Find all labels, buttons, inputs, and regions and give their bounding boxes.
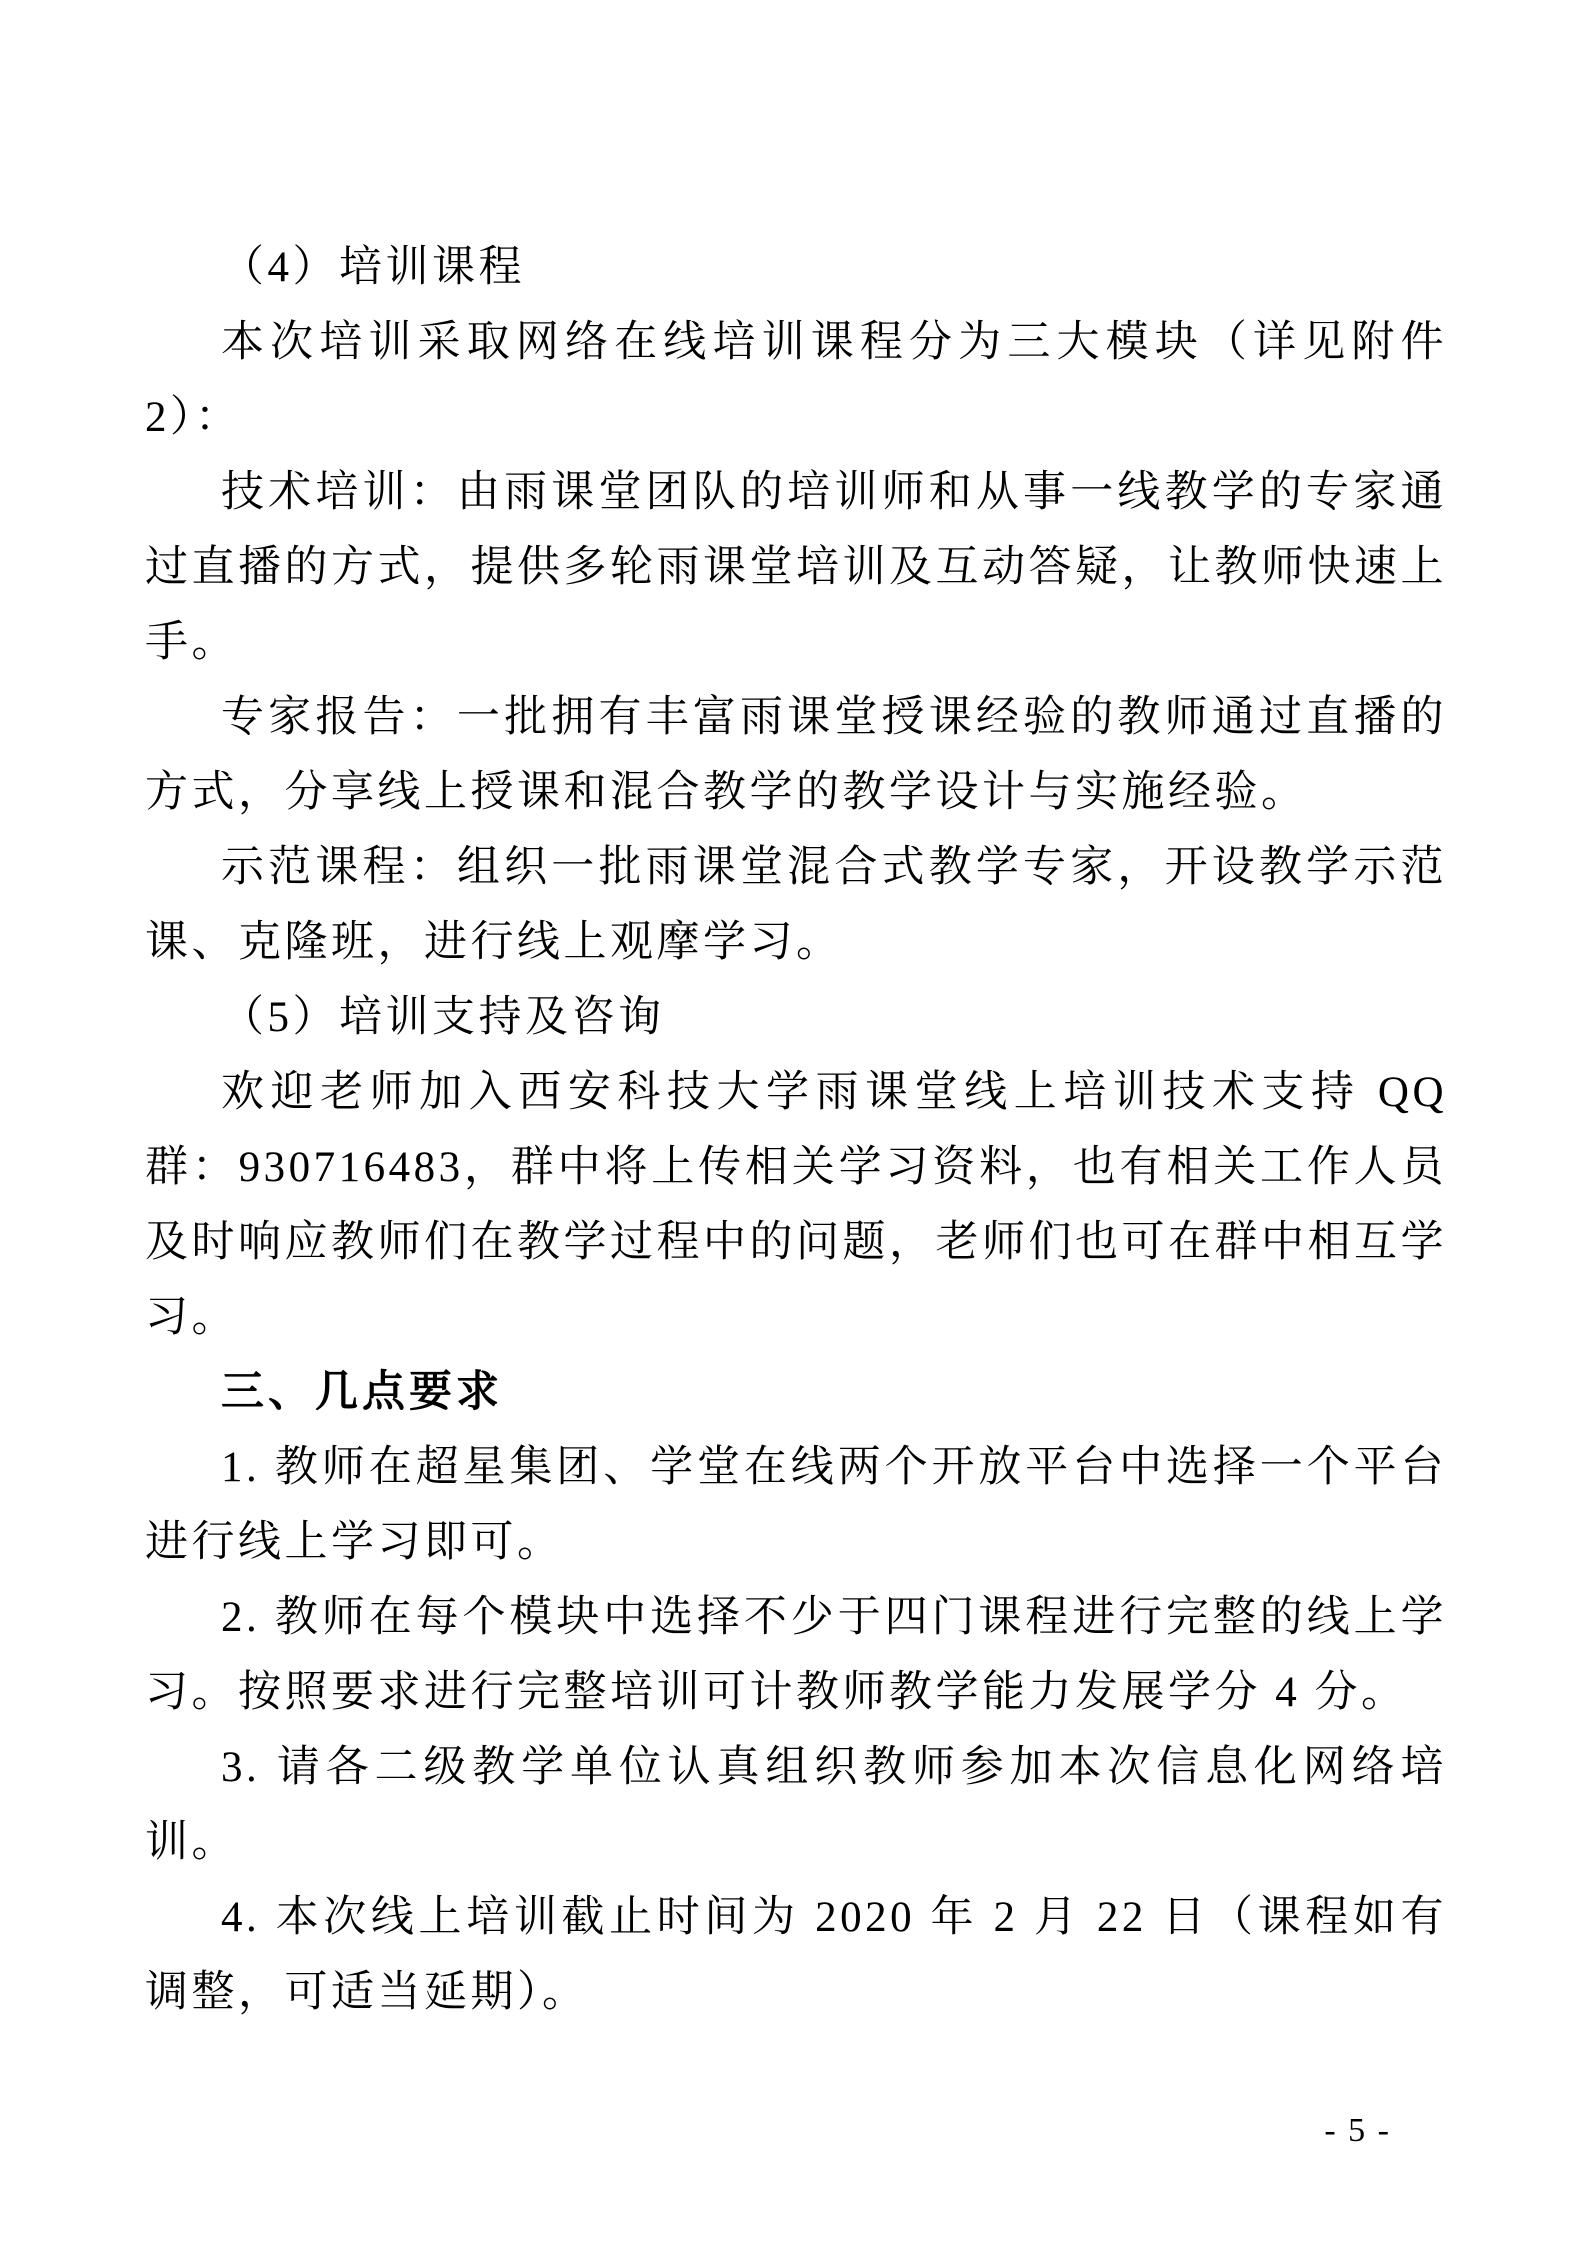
paragraph: 1. 教师在超星集团、学堂在线两个开放平台中选择一个平台进行线上学习即可。: [145, 1444, 1447, 1566]
page-number: - 5 -: [1324, 2112, 1391, 2149]
section-heading: 三、几点要求: [221, 1368, 503, 1416]
document-body: [145, 230, 1447, 2030]
paragraph: 3. 请各二级教学单位认真组织教师参加本次信息化网络培训。: [145, 1744, 1447, 1866]
paragraph: 技术培训：由雨课堂团队的培训师和从事一线教学的专家通过直播的方式，提供多轮雨课堂培训及互动答疑，让教师快速上手。: [145, 469, 1447, 666]
paragraph: 欢迎老师加入西安科技大学雨课堂线上培训技术支持 QQ 群：930716483，群中将上传相关学习资料，也有相关工作人员及时响应教师们在教学过程中的问题，老师们也可在群中相互学习。: [145, 1069, 1447, 1341]
paragraph: 2. 教师在每个模块中选择不少于四门课程进行完整的线上学习。按照要求进行完整培训可计教师教学能力发展学分 4 分。: [145, 1594, 1447, 1716]
paragraph: 示范课程：组织一批雨课堂混合式教学专家，开设教学示范课、克隆班，进行线上观摩学习。: [145, 844, 1447, 966]
paragraph: （4）培训课程: [221, 244, 525, 291]
paragraph: 本次培训采取网络在线培训课程分为三大模块（详见附件2）：: [145, 319, 1447, 441]
paragraph: （5）培训支持及咨询: [221, 994, 665, 1041]
paragraph: 专家报告：一批拥有丰富雨课堂授课经验的教师通过直播的方式，分享线上授课和混合教学的教学设计与实施经验。: [145, 694, 1447, 816]
paragraph: 4. 本次线上培训截止时间为 2020 年 2 月 22 日（课程如有调整，可适当延期）。: [145, 1894, 1447, 2016]
